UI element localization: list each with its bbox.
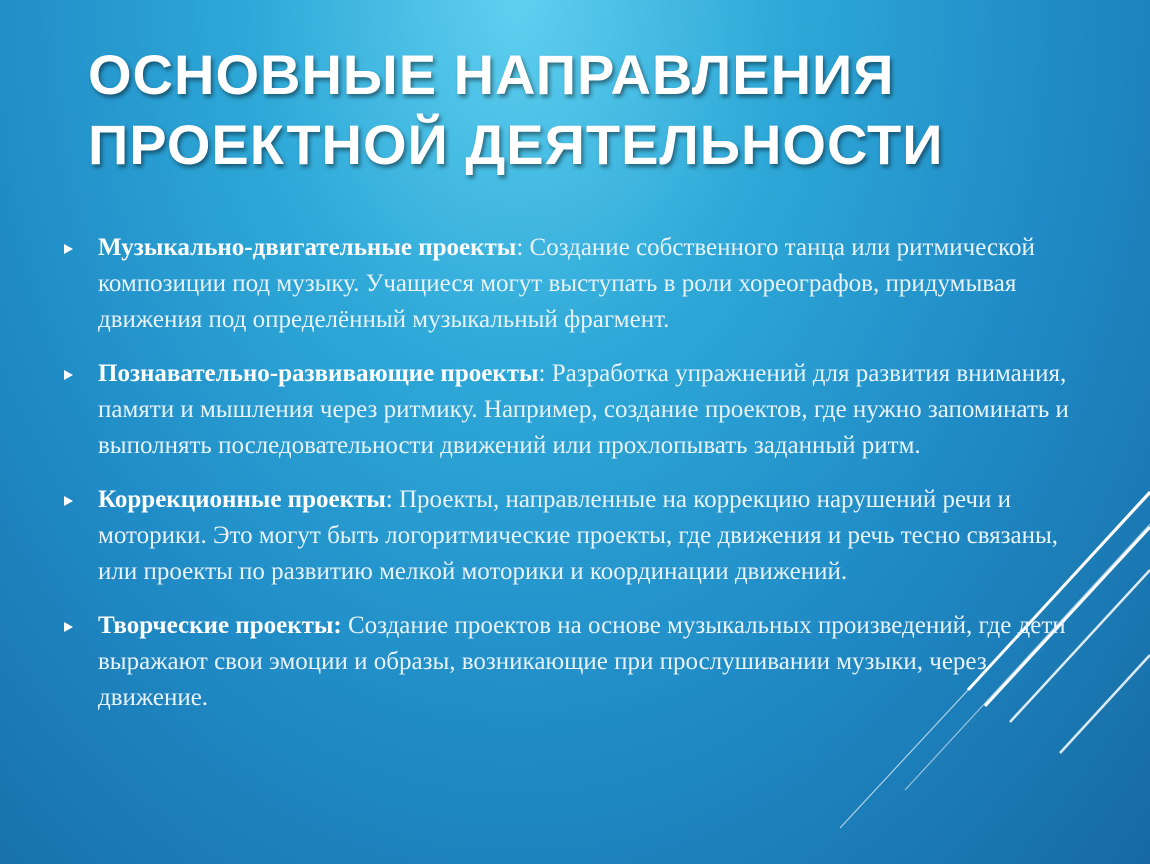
item-text: Проекты, направленные на коррекцию нарушений речи и моторики. Это могут быть логоритмические проекты, где движения и речь тесно связаны, или проекты по развитию мелкой моторики и координации движений. <box>98 486 1059 585</box>
item-text: Создание собственного танца или ритмической композиции под музыку. Учащиеся могут выступать в роли хореографов, придумывая движения под определённый музыкальный фрагмент. <box>98 234 1035 333</box>
list-item <box>64 356 1084 464</box>
list-item <box>64 230 1084 338</box>
item-separator: : <box>385 486 393 513</box>
item-text: Создание проектов на основе музыкальных произведений, где дети выражают свои эмоции и образы, возникающие при прослушивании музыки, через движение. <box>98 612 1066 711</box>
triangle-bullet-icon <box>64 622 73 632</box>
item-text: Разработка упражнений для развития внимания, памяти и мышления через ритмику. Например, создание проектов, где нужно запоминать и выполнять последовательности движений или прохлопывать заданный ритм. <box>98 360 1069 459</box>
item-heading: Творческие проекты: <box>98 612 342 639</box>
triangle-bullet-icon <box>64 370 73 380</box>
item-heading: Познавательно-развивающие проекты <box>98 360 539 387</box>
bullet-list <box>64 230 1084 734</box>
item-heading: Коррекционные проекты <box>98 486 386 513</box>
title-line-2: ПРОЕКТНОЙ ДЕЯТЕЛЬНОСТИ <box>88 113 944 176</box>
triangle-bullet-icon <box>64 244 73 254</box>
list-item <box>64 482 1084 590</box>
list-item <box>64 608 1084 716</box>
item-separator: : <box>516 234 524 261</box>
title-line-1: ОСНОВНЫЕ НАПРАВЛЕНИЯ <box>88 43 895 106</box>
slide-title <box>88 40 1088 180</box>
item-heading: Музыкально-двигательные проекты <box>98 234 517 261</box>
triangle-bullet-icon <box>64 496 73 506</box>
item-separator: : <box>538 360 546 387</box>
